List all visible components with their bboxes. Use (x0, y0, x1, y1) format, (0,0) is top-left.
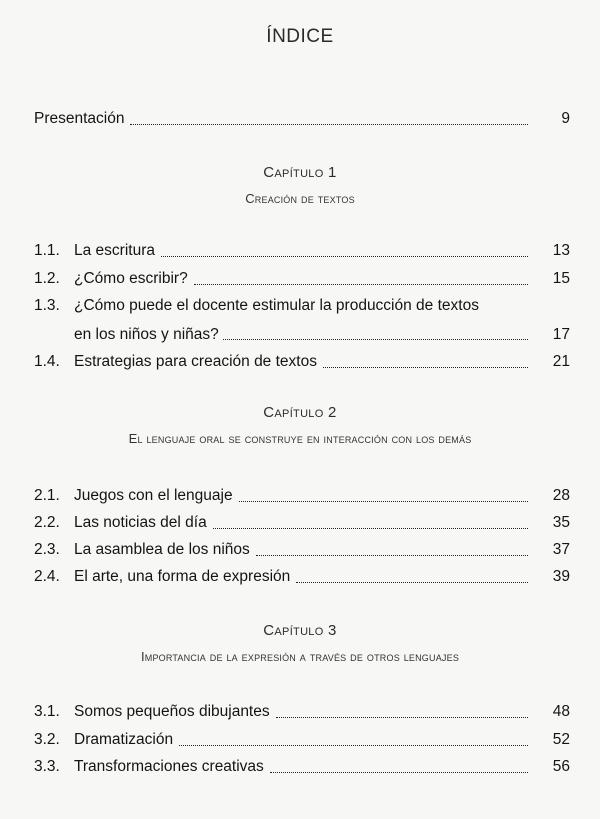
dot-leader (270, 772, 528, 773)
toc-entry-number: 3.1. (34, 703, 60, 720)
toc-page-number: 17 (552, 325, 570, 343)
toc-page-number: 37 (552, 541, 570, 558)
toc-entry-2-3[interactable] (34, 541, 570, 560)
dot-leader (161, 256, 528, 257)
dot-leader (239, 501, 528, 502)
chapter-2-heading (0, 404, 600, 446)
dot-leader (213, 528, 528, 529)
chapter-3-heading (0, 622, 600, 664)
toc-entry-3-3[interactable] (34, 758, 570, 777)
chapter-title: Importancia de la expresión a través de otros lenguajes (140, 649, 460, 664)
toc-entry-label-continued: en los niños y niñas? (74, 325, 219, 343)
toc-entry-label: ¿Cómo puede el docente estimular la producción de textos (74, 297, 479, 314)
toc-entry-number: 1.3. (34, 297, 60, 314)
toc-page-number: 35 (552, 514, 570, 531)
toc-entry-number: 3.3. (34, 758, 60, 775)
toc-page-number: 9 (561, 110, 570, 127)
toc-entry-1-1[interactable] (34, 242, 570, 261)
dot-leader (194, 284, 528, 285)
toc-page-number: 13 (552, 242, 570, 259)
toc-entry-number: 2.4. (34, 568, 60, 585)
toc-entry-number: 1.1. (34, 242, 60, 259)
chapter-title: El lenguaje oral se construye en interacción con los demás (128, 431, 472, 446)
toc-entry-2-2[interactable] (34, 514, 570, 533)
page-title: ÍNDICE (266, 26, 334, 47)
chapter-1-heading (0, 164, 600, 206)
chapter-number: Capítulo 3 (263, 622, 337, 639)
toc-entry-number: 2.3. (34, 541, 60, 558)
toc-entry-2-4[interactable] (34, 568, 570, 587)
toc-entry-1-3[interactable] (34, 297, 570, 344)
dot-leader (130, 124, 528, 125)
toc-entry-label: Juegos con el lenguaje (74, 487, 233, 504)
toc-entry-label: Las noticias del día (74, 514, 207, 531)
toc-entry-label: Transformaciones creativas (74, 758, 264, 775)
dot-leader (323, 367, 528, 368)
dot-leader (256, 555, 528, 556)
toc-page-number: 48 (552, 703, 570, 720)
toc-entry-label: Estrategias para creación de textos (74, 353, 317, 370)
toc-entry-number: 2.1. (34, 487, 60, 504)
chapter-number: Capítulo 1 (263, 164, 337, 181)
toc-entry-presentation[interactable] (34, 110, 570, 129)
chapter-number: Capítulo 2 (263, 404, 337, 421)
toc-page-number: 21 (552, 353, 570, 370)
toc-entry-number: 1.4. (34, 353, 60, 370)
toc-entry-2-1[interactable] (34, 487, 570, 506)
toc-entry-number: 2.2. (34, 514, 60, 531)
toc-entry-1-2[interactable] (34, 270, 570, 289)
toc-entry-label: Dramatización (74, 731, 174, 748)
toc-page-number: 28 (552, 487, 570, 504)
dot-leader (296, 582, 528, 583)
dot-leader (276, 717, 528, 718)
toc-entry-label: La asamblea de los niños (74, 541, 250, 558)
toc-page-number: 56 (552, 758, 570, 775)
dot-leader (223, 339, 528, 340)
toc-entry-label: Somos pequeños dibujantes (74, 703, 270, 720)
toc-page-number: 52 (552, 731, 570, 748)
toc-entry-label: Presentación (34, 110, 125, 127)
toc-entry-number: 1.2. (34, 270, 60, 287)
dot-leader (179, 745, 528, 746)
chapter-title: Creación de textos (245, 191, 355, 206)
toc-entry-3-2[interactable] (34, 731, 570, 750)
toc-page-number: 39 (552, 568, 570, 585)
toc-entry-number: 3.2. (34, 731, 60, 748)
toc-page-number: 15 (552, 270, 570, 287)
toc-entry-label: ¿Cómo escribir? (74, 270, 188, 287)
toc-entry-label: El arte, una forma de expresión (74, 568, 291, 585)
toc-entry-3-1[interactable] (34, 703, 570, 722)
toc-entry-1-4[interactable] (34, 353, 570, 372)
toc-entry-label: La escritura (74, 242, 155, 259)
